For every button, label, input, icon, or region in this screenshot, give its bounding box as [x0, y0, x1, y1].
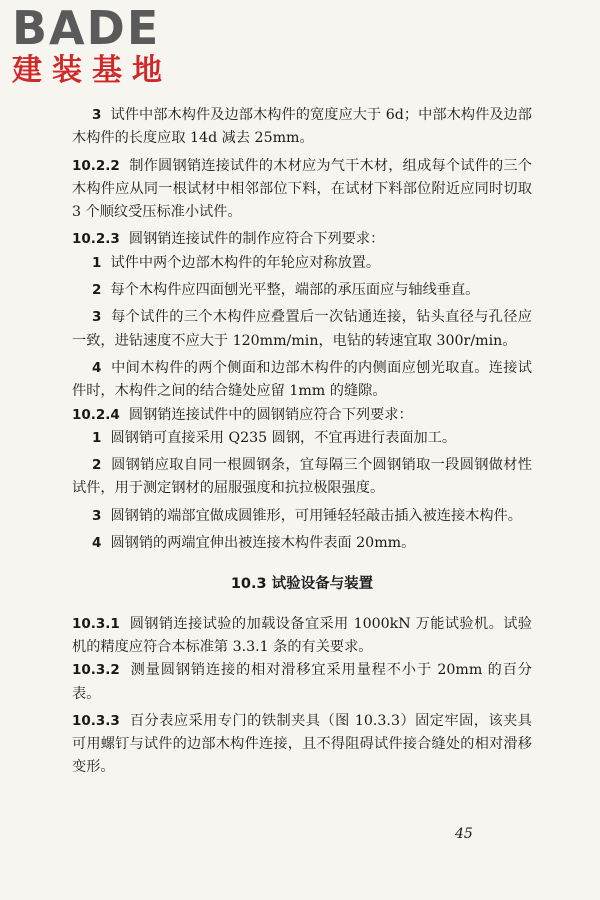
- logo-subtitle: 建装基地: [12, 53, 172, 88]
- clause-10-2-3: 10.2.3 圆钢销连接试件的制作应符合下列要求：: [72, 231, 385, 248]
- clause-10-2-3-item-3: 3 每个试件的三个木构件应叠置后一次钻通连接，钻头直径与孔径应一致，进钻速度不应大于 120mm/min，电钻的转速宜取 300r/min。: [72, 309, 532, 349]
- logo-word: BADE: [12, 1, 161, 55]
- section-title: 10.3 试验设备与装置: [230, 576, 374, 593]
- clause-10-2-2: 10.2.2 制作圆钢销连接试件的木材应为气干木材，组成每个试件的三个木构件应从同一根试材中相邻部位下料，在试材下料部位附近应同时切取 3 个顺纹受压标准小试件。: [72, 157, 532, 221]
- clause-10-2-4: 10.2.4 圆钢销连接试件中的圆钢销应符合下列要求：: [72, 406, 413, 423]
- clause-10-2-3-item-1: 1 试件中两个边部木构件的年轮应对称放置。: [92, 254, 381, 271]
- clause-10-2-4-item-2: 2 圆钢销应取自同一根圆钢条，宜每隔三个圆钢销取一段圆钢做材性试件，用于测定钢材的屈服强度和抗拉极限强度。: [72, 457, 532, 497]
- clause-10-2-3-item-4: 4 中间木构件的两个侧面和边部木构件的内侧面应刨光取直。连接试件时，木构件之间的结合缝处应留 1mm 的缝隙。: [72, 359, 532, 400]
- clause-10-2-4-item-4: 4 圆钢销的两端宜伸出被连接木构件表面 20mm。: [92, 535, 416, 552]
- clause-10-2-4-item-3: 3 圆钢销的端部宜做成圆锥形，可用锤轻轻敲击插入被连接木构件。: [92, 507, 522, 524]
- clause-10-2-3-item-2: 2 每个木构件应四面刨光平整，端部的承压面应与轴线垂直。: [92, 282, 480, 299]
- clause-10-3-2: 10.3.2 测量圆钢销连接的相对滑移宜采用量程不小于 20mm 的百分表。: [72, 662, 532, 702]
- clause-10-2-4-item-1: 1 圆钢销可直接采用 Q235 圆钢，不宜再进行表面加工。: [92, 429, 457, 446]
- clause-10-3-3: 10.3.3 百分表应采用专门的铁制夹具（图 10.3.3）固定牢固，该夹具可用螺钉与试件的边部木构件连接，且不得阻碍试件接合缝处的相对滑移变形。: [72, 712, 532, 776]
- page-number: 45: [455, 826, 473, 842]
- document-body: [72, 104, 532, 780]
- logo: [12, 1, 172, 88]
- clause-10-3-1: 10.3.1 圆钢销连接试验的加载设备宜采用 1000kN 万能试验机。试验机的精度应符合本标准第 3.3.1 条的有关要求。: [72, 615, 532, 655]
- clause-10-2-1-item-3: 3 试件中部木构件及边部木构件的宽度应大于 6d；中部木构件及边部木构件的长度应取 14d 减去 25mm。: [72, 107, 532, 147]
